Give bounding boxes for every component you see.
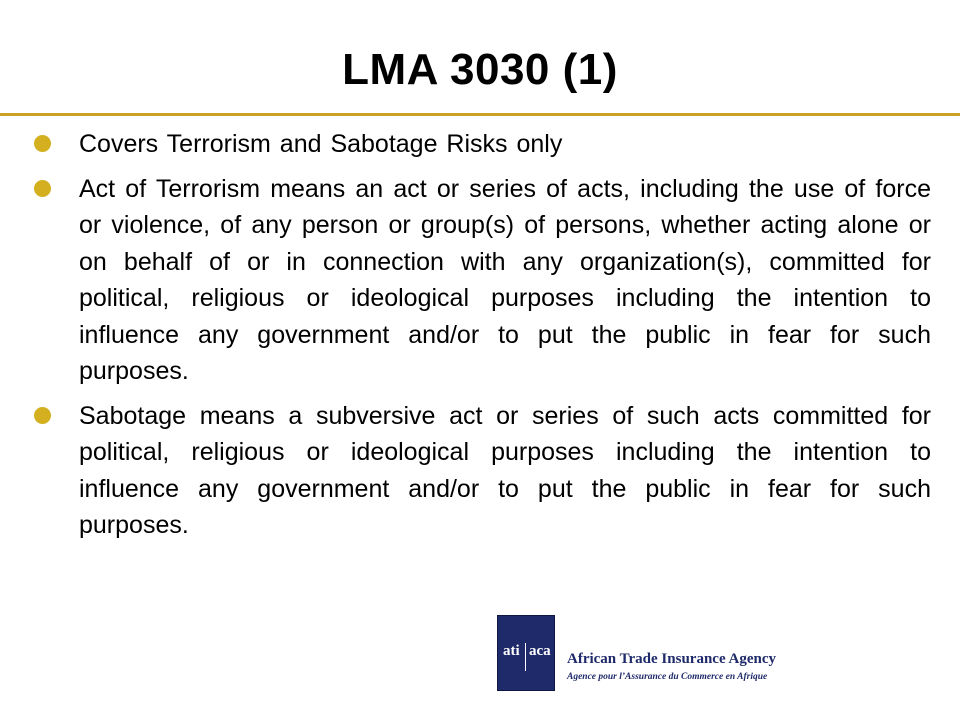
bullet-dot-icon xyxy=(34,407,51,424)
bullet-text: Sabotage means a subversive act or series of such acts committed for political, religious or ideological purposes including the intention to influence any government and/or to put the public in fear for such purposes. xyxy=(79,401,931,539)
bullet-item xyxy=(0,171,931,390)
logo-mark-right: aca xyxy=(529,643,551,659)
bullet-item xyxy=(0,126,931,163)
agency-name: African Trade Insurance Agency xyxy=(567,651,777,667)
logo-mark-icon xyxy=(497,615,555,691)
bullet-list xyxy=(0,126,960,552)
bullet-dot-icon xyxy=(34,180,51,197)
bullet-text: Act of Terrorism means an act or series of acts, including the use of force or violence, of any person or group(s) of persons, whether acting alone or on behalf of or in connection with any organization(s), committed for political, religious or ideological purposes including the intention to influence any government and/or to put the public in fear for such purposes. xyxy=(79,174,931,385)
slide-title: LMA 3030 (1) xyxy=(342,45,618,94)
bullet-dot-icon xyxy=(34,135,51,152)
bullet-item xyxy=(0,398,931,544)
title-divider xyxy=(0,113,960,116)
logo-mark-divider xyxy=(525,643,526,671)
agency-subtitle: Agence pour l’Assurance du Commerce en Afrique xyxy=(567,672,768,682)
ati-logo xyxy=(497,615,817,689)
logo-mark-left: ati xyxy=(503,643,520,659)
bullet-text: Covers Terrorism and Sabotage Risks only xyxy=(79,130,563,158)
